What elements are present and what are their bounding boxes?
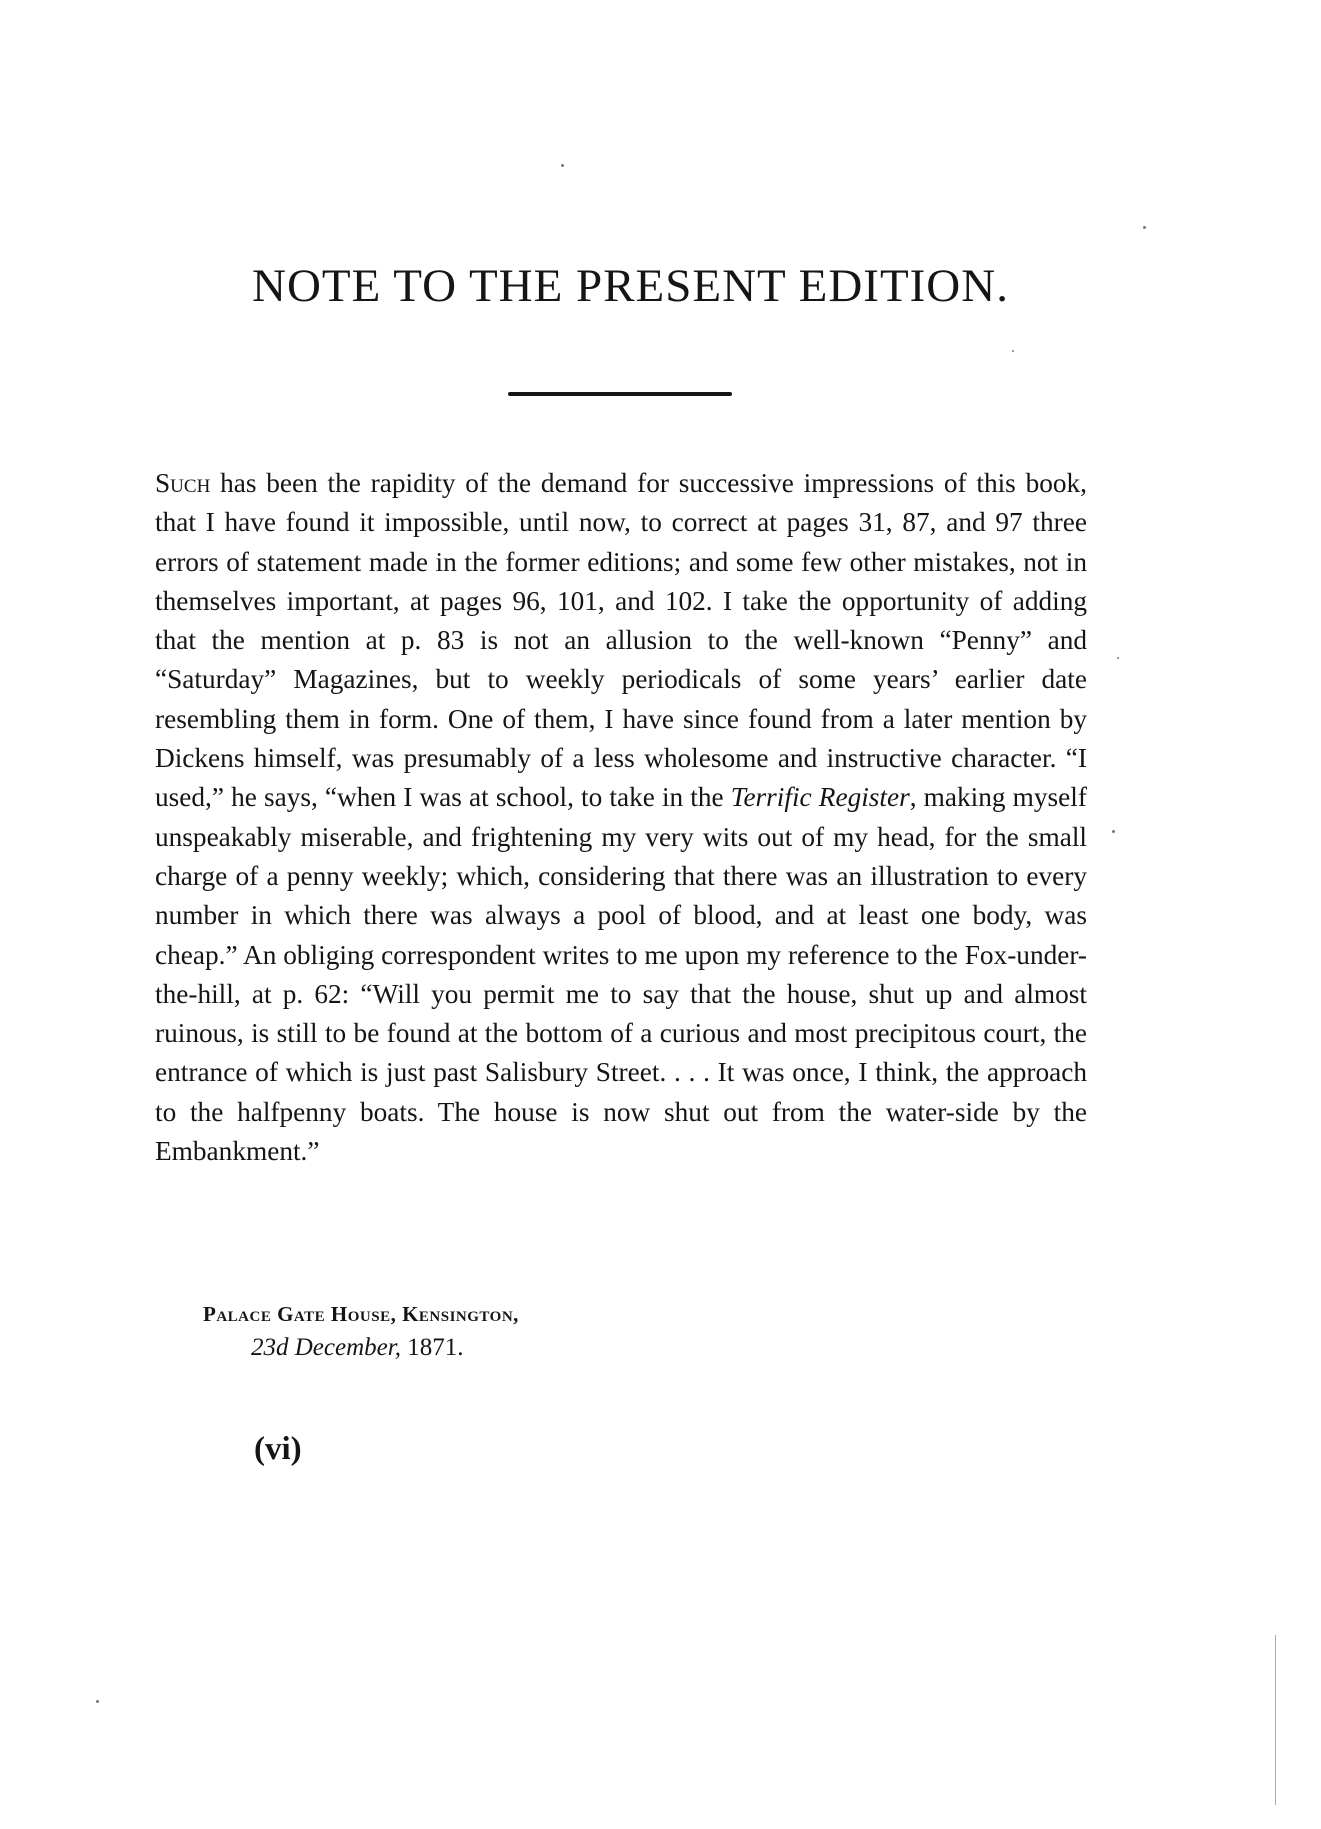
signature-date-year: 1871. (400, 1334, 464, 1361)
scan-speck (96, 1700, 99, 1703)
signature-date-italic: 23d December, (251, 1334, 401, 1361)
scan-speck (1143, 226, 1146, 229)
body-text-after-title: , making myself unspeakably miserable, and frightening my very wits out of my head, for the small charge of a penny weekly; which, considering that there was an illustration to every number in which there was always a pool of blood, and at least one body, was cheap.” An obliging correspondent writes to me upon my reference to the Fox-under-the-hill, at p. 62: “Will you permit me to say that the house, shut up and almost ruinous, is still to be found at the bottom of a curious and most precipitous court, the entrance of which is just past Salisbury Street. . . . It was once, I think, the approach to the halfpenny boats. The house is now shut out from the water-side by the Embankment.” (155, 782, 1087, 1167)
signature-place: Palace Gate House, Kensington, (203, 1302, 519, 1326)
periodical-title: Terrific Register (730, 782, 910, 813)
signature-date (251, 1331, 463, 1365)
scan-speck (1012, 350, 1014, 352)
scan-speck (561, 164, 564, 167)
scan-speck (1117, 657, 1119, 659)
page-title: NOTE TO THE PRESENT EDITION. (252, 260, 1009, 312)
body-paragraph (155, 464, 1087, 1171)
scan-edge-line (1275, 1635, 1276, 1805)
page-number: (vi) (254, 1431, 302, 1467)
title-rule (508, 392, 732, 396)
lead-word: Such (155, 468, 211, 498)
body-text-before-title: has been the rapidity of the demand for successive impressions of this book, that I have found it impossible, until now, to correct at pages 31, 87, and 97 three errors of statement made in the former editions; and some few other mistakes, not in themselves important, at pages 96, 101, and 102. I take the opportunity of adding that the mention at p. 83 is not an allusion to the well-known “Penny” and “Saturday” Magazines, but to weekly periodicals of some years’ earlier date resembling them in form. One of them, I have since found from a later mention by Dickens himself, was presumably of a less wholesome and instructive character. “I used,” he says, “when I was at school, to take in the (155, 468, 1087, 813)
scan-speck (1112, 830, 1115, 833)
